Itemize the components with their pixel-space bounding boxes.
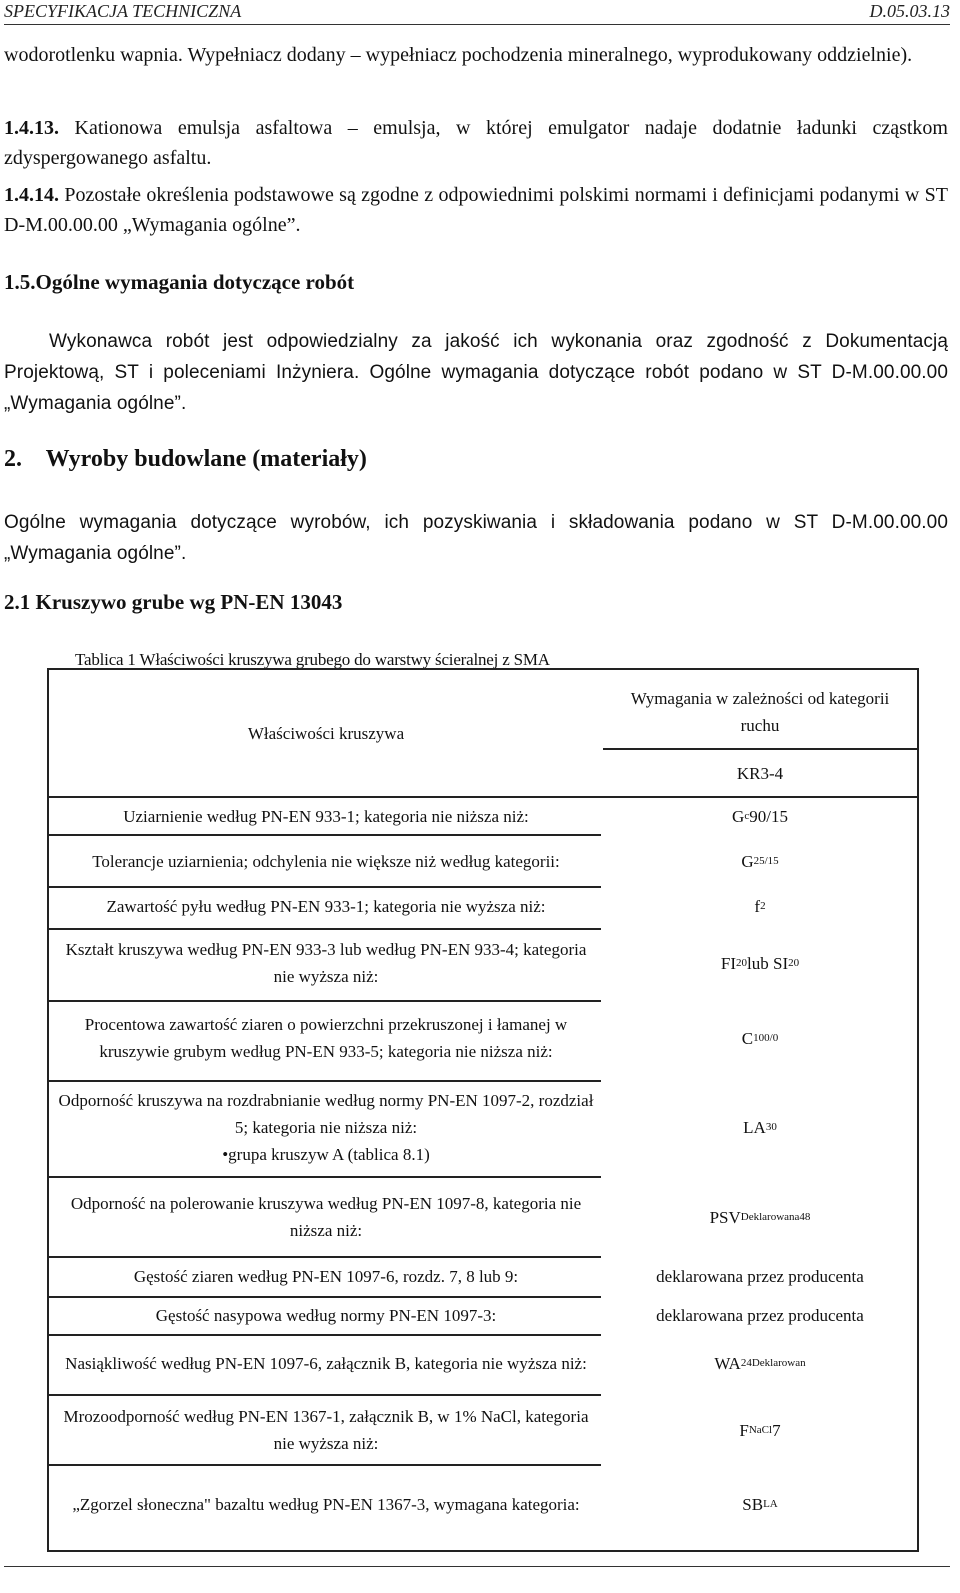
table-cell-property <box>51 1298 601 1332</box>
requirement-subscript: 25/15 <box>753 854 779 867</box>
table-cell-property <box>51 800 601 832</box>
requirement-subscript: c <box>744 809 750 822</box>
table-cell-requirement <box>603 1334 917 1392</box>
requirement-subscript: LA <box>763 1497 778 1510</box>
heading-2: 2. Wyroby budowlane (materiały) <box>4 446 367 472</box>
property-text: Zawartość pyłu według PN-EN 933-1; kategoria nie wyższa niż: <box>106 896 546 916</box>
requirement-value: G <box>741 851 754 871</box>
property-text: Gęstość nasypowa według normy PN-EN 1097-3: <box>155 1305 497 1325</box>
table-cell-property <box>51 1398 601 1462</box>
section-number: 1.4.14. <box>4 184 59 206</box>
requirement-value: G <box>732 806 745 826</box>
table-cell-requirement <box>603 1258 917 1294</box>
table-cell-requirement <box>603 1080 917 1174</box>
table-cell-requirement <box>603 1398 917 1462</box>
table-cell-property <box>51 998 601 1078</box>
paragraph-2-body <box>4 507 948 569</box>
requirement-value: deklarowana przez producenta <box>656 1266 864 1286</box>
paragraph-text: Ogólne wymagania dotyczące wyrobów, ich pozyskiwania i składowania podano w ST D-M.00.00.00 „Wymagania ogólne”. <box>4 512 948 564</box>
table-head-category: KR3-4 <box>736 763 784 783</box>
property-text: Uziarnienie według PN-EN 933-1; kategoria nie niższa niż: <box>123 806 529 826</box>
section-number: 1.4.13. <box>4 117 59 139</box>
table-cell-requirement <box>603 1180 917 1254</box>
requirement-value: WA <box>714 1353 741 1373</box>
heading-1-5: 1.5.Ogólne wymagania dotyczące robót <box>4 270 355 294</box>
table-cell-property <box>51 928 601 998</box>
property-text: Nasiąkliwość według PN-EN 1097-6, załącznik B, kategoria nie wyższa niż: <box>65 1353 587 1373</box>
requirement-subscript: 20 <box>736 956 748 969</box>
property-text: Kształt kruszywa według PN-EN 933-3 lub według PN-EN 933-4; kategoria nie wyższa niż: <box>65 940 587 986</box>
table-cell-requirement <box>603 928 917 998</box>
paragraph-continued: wodorotlenku wapnia. Wypełniacz dodany – wypełniacz pochodzenia mineralnego, wyprodukowany oddzielnie). <box>4 44 913 66</box>
requirement-value: F <box>739 1420 749 1440</box>
requirement-subscript: 20 <box>788 956 800 969</box>
table-caption: Tablica 1 Właściwości kruszywa grubego do warstwy ścieralnej z SMA <box>75 650 550 669</box>
requirement-value: FI <box>720 953 737 973</box>
table-rule <box>47 796 917 798</box>
table-cell-requirement <box>603 886 917 926</box>
header-title: SPECYFIKACJA TECHNICZNA <box>4 1 242 21</box>
property-text: Mrozoodporność według PN-EN 1367-1, załącznik B, w 1% NaCl, kategoria nie wyższa niż: <box>63 1407 589 1453</box>
paragraph-text: Wykonawca robót jest odpowiedzialny za jakość ich wykonania oraz zgodność z Dokumentacją Projektową, ST i poleceniami Inżyniera. Ogólne wymagania dotyczące robót podano w ST D-M.00.00.00 „Wymagania ogólne”. <box>4 331 948 414</box>
property-extra: •grupa kruszyw A (tablica 8.1) <box>222 1144 430 1164</box>
table-cell-requirement <box>603 1298 917 1332</box>
property-text: Odporność na polerowanie kruszywa według PN-EN 1097-8, kategoria nie niższa niż: <box>70 1194 582 1240</box>
requirement-subscript: 100/0 <box>753 1031 779 1044</box>
table-cell-property <box>51 838 601 884</box>
paragraph-text: Pozostałe określenia podstawowe są zgodne z odpowiednimi polskimi normami i definicjami podanymi w ST D-M.00.00.00 „Wymagania ogólne”. <box>4 184 948 236</box>
table-cell-property <box>51 1258 601 1294</box>
requirement-subscript: 30 <box>765 1120 777 1133</box>
table-cell-requirement <box>603 838 917 884</box>
property-text: Odporność kruszywa na rozdrabnianie według normy PN-EN 1097-2, rozdział 5; kategoria nie niższa niż: <box>58 1090 594 1137</box>
table-rule <box>47 1394 601 1396</box>
requirement-value: f <box>754 896 761 916</box>
property-text: Procentowa zawartość ziaren o powierzchni przekruszonej i łamanej w kruszywie grubym według PN-EN 933-5; kategoria nie niższa niż: <box>84 1015 568 1061</box>
table-cell-property <box>51 1334 601 1392</box>
requirement-tail: 7 <box>772 1420 781 1440</box>
header-code: D.05.03.13 <box>869 1 950 21</box>
table-head-requirements: Wymagania w zależności od kategorii ruchu <box>630 689 890 735</box>
table-cell-property <box>51 1464 601 1544</box>
paragraph-1-5-body <box>4 326 948 419</box>
property-text: „Zgorzel słoneczna" bazaltu według PN-EN 1367-3, wymagana kategoria: <box>72 1494 580 1514</box>
paragraph-1-4-14 <box>4 180 948 240</box>
requirement-subscript: NaCl <box>748 1423 773 1436</box>
property-text: Tolerancje uziarnienia; odchylenia nie większe niż według kategorii: <box>92 851 560 871</box>
requirement-subscript: 24Deklarowan <box>740 1356 806 1369</box>
requirement-value: SB <box>742 1494 764 1514</box>
heading-2-1: 2.1 Kruszywo grube wg PN-EN 13043 <box>4 590 343 614</box>
page-header <box>0 0 960 22</box>
table-cell-requirement <box>603 998 917 1078</box>
requirement-subscript: Deklarowana48 <box>740 1210 811 1223</box>
paragraph-text: Kationowa emulsja asfaltowa – emulsja, w której emulgator nadaje dodatnie ładunki cząstkom zdyspergowanego asfaltu. <box>4 117 948 169</box>
table-cell-requirement <box>603 1464 917 1544</box>
requirement-value: C <box>741 1028 754 1048</box>
paragraph-1-4-13 <box>4 113 948 173</box>
table-cell-requirement <box>603 800 917 832</box>
table-head-property: Właściwości kruszywa <box>247 723 405 743</box>
requirement-tail: 90/15 <box>749 806 788 826</box>
footer-rule <box>4 1566 950 1567</box>
requirement-subscript: 2 <box>760 899 766 912</box>
requirement-value: PSV <box>709 1207 741 1227</box>
requirement-value: deklarowana przez producenta <box>656 1305 864 1325</box>
header-rule <box>4 24 950 25</box>
requirement-value: LA <box>743 1117 766 1137</box>
table-rule <box>47 1176 601 1178</box>
table-cell-property <box>51 1080 601 1174</box>
table-cell-property <box>51 1180 601 1254</box>
table-cell-property <box>51 886 601 926</box>
requirement-tail: lub SI <box>747 953 789 973</box>
property-text: Gęstość ziaren według PN-EN 1097-6, rozdz. 7, 8 lub 9: <box>133 1266 519 1286</box>
table-rule <box>47 834 601 836</box>
